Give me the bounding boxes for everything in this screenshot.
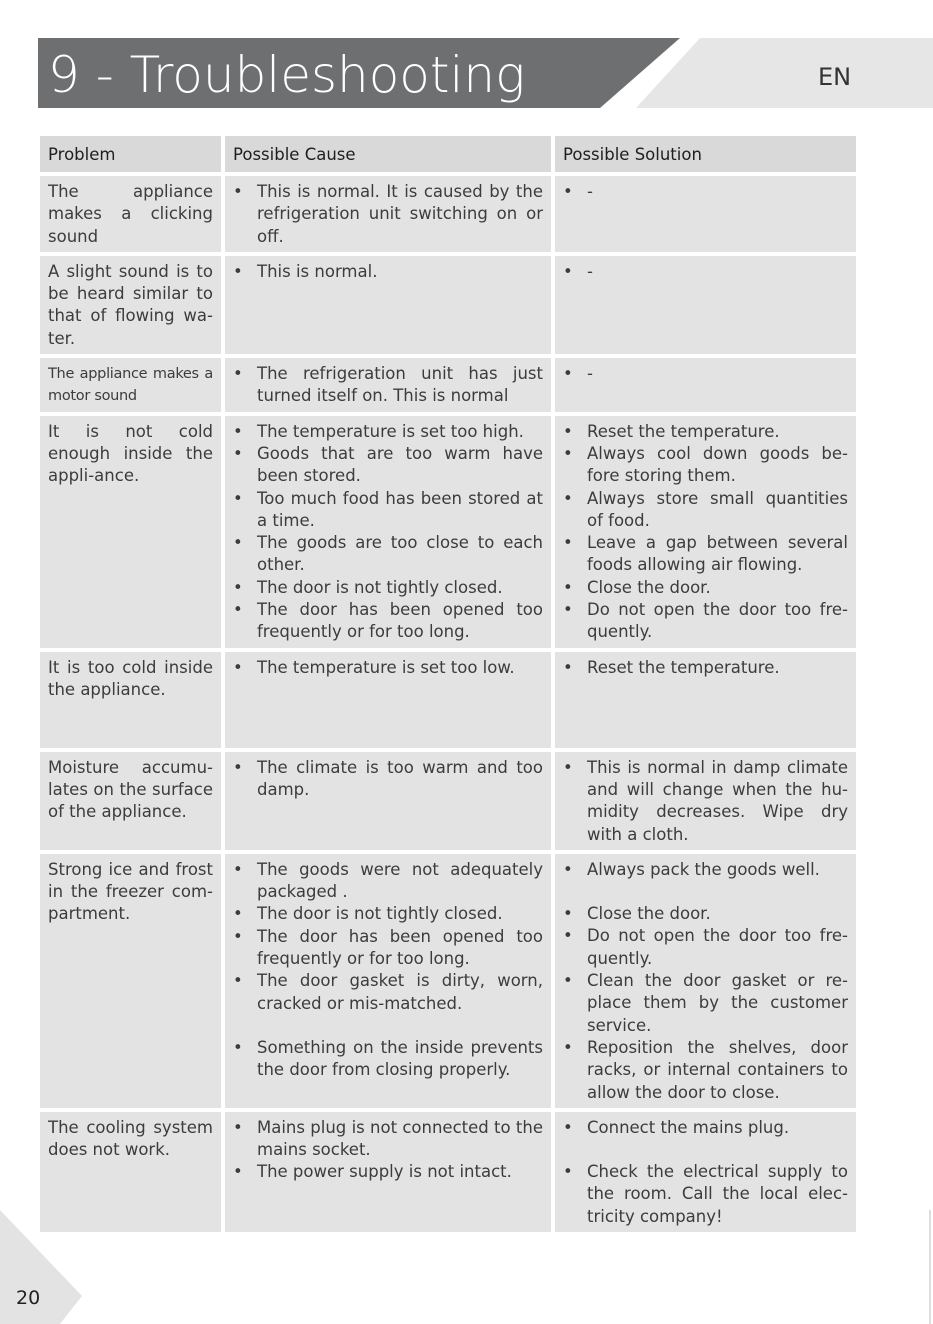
cause-item: • The power supply is not intact.: [233, 1161, 543, 1183]
header-problem: Problem: [40, 136, 221, 172]
solution-item: • Always store small quantities of food.: [563, 488, 848, 533]
solution-item: • -: [563, 181, 848, 203]
language-code: EN: [818, 63, 852, 91]
cause-item: • The door is not tightly closed.: [233, 903, 543, 925]
solution-item: • Close the door.: [563, 577, 848, 599]
solution-item: • Close the door.: [563, 903, 848, 925]
header-possible-cause: Possible Cause: [225, 136, 551, 172]
solution-item: • Connect the mains plug.: [563, 1117, 848, 1139]
solution-cell: [555, 358, 856, 412]
cause-cell: [225, 1112, 551, 1232]
solution-item: • Reset the temperature.: [563, 421, 848, 443]
cause-item: • Too much food has been stored at a time.: [233, 488, 543, 533]
problem-cell: The appliance makes a clicking sound: [40, 176, 221, 252]
solution-cell: [555, 854, 856, 1108]
table-row: [40, 652, 856, 748]
cause-item: • The door has been opened too frequently or for too long.: [233, 926, 543, 971]
cause-cell: [225, 752, 551, 850]
cause-item: • The door has been opened too frequently or for too long.: [233, 599, 543, 644]
cause-item: • This is normal. It is caused by the refrigeration unit switching on or off.: [233, 181, 543, 248]
solution-item: • Clean the door gasket or re-place them by the customer service.: [563, 970, 848, 1037]
cause-item: • The temperature is set too high.: [233, 421, 543, 443]
solution-cell: [555, 752, 856, 850]
solution-item: • Reposition the shelves, door racks, or internal containers to allow the door to close.: [563, 1037, 848, 1104]
problem-cell: The cooling system does not work.: [40, 1112, 221, 1232]
right-header-band: [636, 38, 933, 108]
solution-item: • Do not open the door too fre-quently.: [563, 925, 848, 970]
cause-item: • The goods are too close to each other.: [233, 532, 543, 577]
cause-item: • The door gasket is dirty, worn, cracked or mis-matched.: [233, 970, 543, 1015]
cause-item: • The goods were not adequately packaged .: [233, 859, 543, 904]
problem-cell: It is not cold enough inside the appli-ance.: [40, 416, 221, 648]
table-row: [40, 1112, 856, 1232]
solution-cell: [555, 416, 856, 648]
problem-cell: The appliance makes a motor sound: [40, 358, 221, 412]
problem-cell: It is too cold inside the appliance.: [40, 652, 221, 748]
solution-item: • Check the electrical supply to the room. Call the local elec-tricity company!: [563, 1161, 848, 1228]
cause-item: • The climate is too warm and too damp.: [233, 757, 543, 802]
solution-item: • -: [563, 261, 848, 283]
cause-item: • The temperature is set too low.: [233, 657, 543, 679]
solution-cell: [555, 256, 856, 354]
cause-cell: [225, 652, 551, 748]
problem-cell: Moisture accumu-lates on the surface of the appliance.: [40, 752, 221, 850]
solution-item: • Reset the temperature.: [563, 657, 848, 679]
table-row: [40, 752, 856, 850]
cause-item: • Goods that are too warm have been stored.: [233, 443, 543, 488]
cause-cell: [225, 256, 551, 354]
cause-item: • The door is not tightly closed.: [233, 577, 543, 599]
solution-item: • Always pack the goods well.: [563, 859, 848, 881]
cause-item: • Mains plug is not connected to the mains socket.: [233, 1117, 543, 1162]
solution-cell: [555, 176, 856, 252]
table-header-row: [40, 136, 856, 172]
cause-item: • Something on the inside prevents the door from closing properly.: [233, 1037, 543, 1082]
solution-item: • Leave a gap between several foods allowing air flowing.: [563, 532, 848, 577]
solution-item: • This is normal in damp climate and will change when the hu-midity decreases. Wipe dry with a cloth.: [563, 757, 848, 846]
solution-item: • Do not open the door too fre-quently.: [563, 599, 848, 644]
cause-cell: [225, 416, 551, 648]
page-title: 9 - Troubleshooting: [48, 46, 526, 104]
table-row: [40, 176, 856, 252]
table-row: [40, 358, 856, 412]
page-number: 20: [16, 1287, 41, 1309]
solution-item: • Always cool down goods be-fore storing them.: [563, 443, 848, 488]
cause-cell: [225, 176, 551, 252]
cause-cell: [225, 358, 551, 412]
troubleshooting-table: [36, 132, 860, 1236]
cause-item: • The refrigeration unit has just turned itself on. This is normal: [233, 363, 543, 408]
table-row: [40, 854, 856, 1108]
problem-cell: A slight sound is to be heard similar to that of flowing wa-ter.: [40, 256, 221, 354]
solution-cell: [555, 652, 856, 748]
table-row: [40, 416, 856, 648]
cause-cell: [225, 854, 551, 1108]
cause-item: • This is normal.: [233, 261, 543, 283]
table-row: [40, 256, 856, 354]
header-possible-solution: Possible Solution: [555, 136, 856, 172]
solution-item: • -: [563, 363, 848, 385]
solution-cell: [555, 1112, 856, 1232]
problem-cell: Strong ice and frost in the freezer com-partment.: [40, 854, 221, 1108]
